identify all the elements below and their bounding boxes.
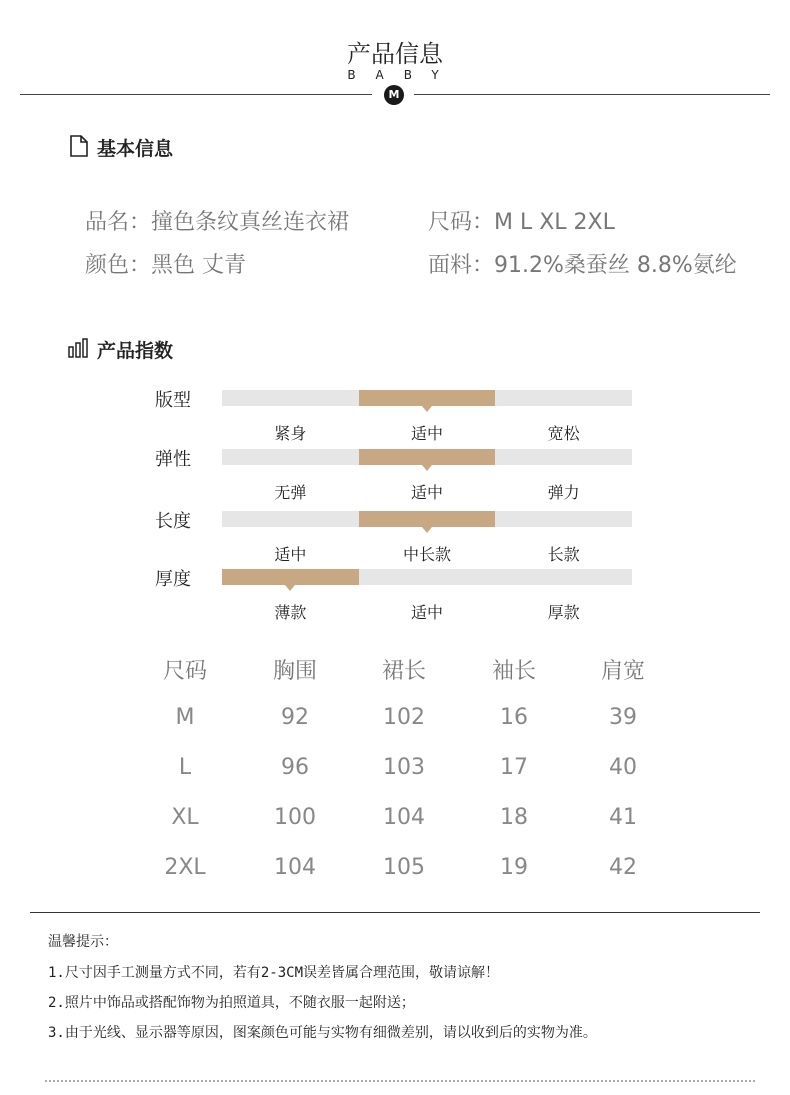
index-option: 薄款	[274, 603, 307, 622]
index-option: 适中	[274, 545, 307, 564]
table-cell: 17	[500, 755, 528, 780]
index-indicator	[359, 511, 496, 527]
table-cell: 42	[609, 855, 637, 880]
table-cell: 105	[383, 855, 425, 880]
bar-chart-icon	[68, 337, 90, 359]
table-cell: 2XL	[164, 855, 206, 880]
table-header-cell: 尺码	[162, 659, 207, 684]
notes-divider	[30, 912, 760, 913]
index-option: 适中	[410, 483, 443, 502]
product-name: 品名：撞色条纹真丝连衣裙	[85, 210, 350, 235]
table-cell: 103	[383, 755, 425, 780]
table-cell: 104	[274, 855, 316, 880]
product-sizes: 尺码：M L XL 2XL	[428, 210, 615, 235]
table-cell: 104	[383, 805, 425, 830]
document-icon	[68, 135, 90, 157]
index-option: 弹力	[547, 483, 580, 502]
table-cell: 92	[281, 705, 309, 730]
table-cell: L	[178, 755, 192, 780]
table-header-cell: 袖长	[491, 659, 536, 684]
header-divider-left	[20, 94, 372, 95]
index-option: 中长款	[402, 545, 451, 564]
table-cell: 39	[609, 705, 637, 730]
basic-info-heading: 基本信息	[97, 138, 174, 160]
table-cell: M	[175, 705, 195, 730]
index-track	[222, 511, 632, 527]
bottom-dotted-divider	[45, 1080, 755, 1082]
table-cell: 16	[500, 705, 528, 730]
table-cell: 102	[383, 705, 425, 730]
index-label: 厚度	[155, 569, 191, 590]
notes-title: 温馨提示：	[48, 934, 118, 950]
header-divider-right	[414, 94, 770, 95]
table-header-cell: 肩宽	[600, 659, 645, 684]
index-label: 版型	[155, 390, 191, 411]
table-header-cell: 裙长	[381, 659, 426, 684]
index-label: 弹性	[155, 449, 191, 470]
index-option: 宽松	[547, 424, 580, 443]
product-color: 颜色：黑色 丈青	[85, 253, 246, 278]
brand-badge: M	[384, 85, 404, 105]
index-option: 厚款	[547, 603, 580, 622]
index-track	[222, 449, 632, 465]
page-title: 产品信息	[347, 40, 443, 68]
index-option: 无弹	[274, 483, 307, 502]
note-item-1: 1.尺寸因手工测量方式不同，若有2-3CM误差皆属合理范围，敬请谅解！	[48, 965, 499, 981]
table-cell: 18	[500, 805, 528, 830]
table-header-cell: 胸围	[272, 659, 317, 684]
index-heading: 产品指数	[97, 340, 174, 362]
index-indicator	[359, 390, 496, 406]
index-option: 适中	[410, 424, 443, 443]
index-option: 适中	[410, 603, 443, 622]
note-item-2: 2.照片中饰品或搭配饰物为拍照道具，不随衣服一起附送；	[48, 995, 415, 1011]
table-cell: 96	[281, 755, 309, 780]
index-option: 紧身	[274, 424, 307, 443]
table-cell: 40	[609, 755, 637, 780]
page-subtitle: BABY	[347, 68, 459, 82]
index-indicator	[359, 449, 496, 465]
index-label: 长度	[155, 511, 191, 532]
index-track	[222, 569, 632, 585]
index-indicator	[222, 569, 359, 585]
product-fabric: 面料：91.2%桑蚕丝 8.8%氨纶	[428, 253, 737, 278]
table-cell: 19	[500, 855, 528, 880]
index-option: 长款	[547, 545, 580, 564]
note-item-3: 3.由于光线、显示器等原因，图案颜色可能与实物有细微差别，请以收到后的实物为准。	[48, 1025, 597, 1041]
index-track	[222, 390, 632, 406]
table-cell: 41	[609, 805, 637, 830]
table-cell: 100	[274, 805, 316, 830]
table-cell: XL	[171, 805, 199, 830]
